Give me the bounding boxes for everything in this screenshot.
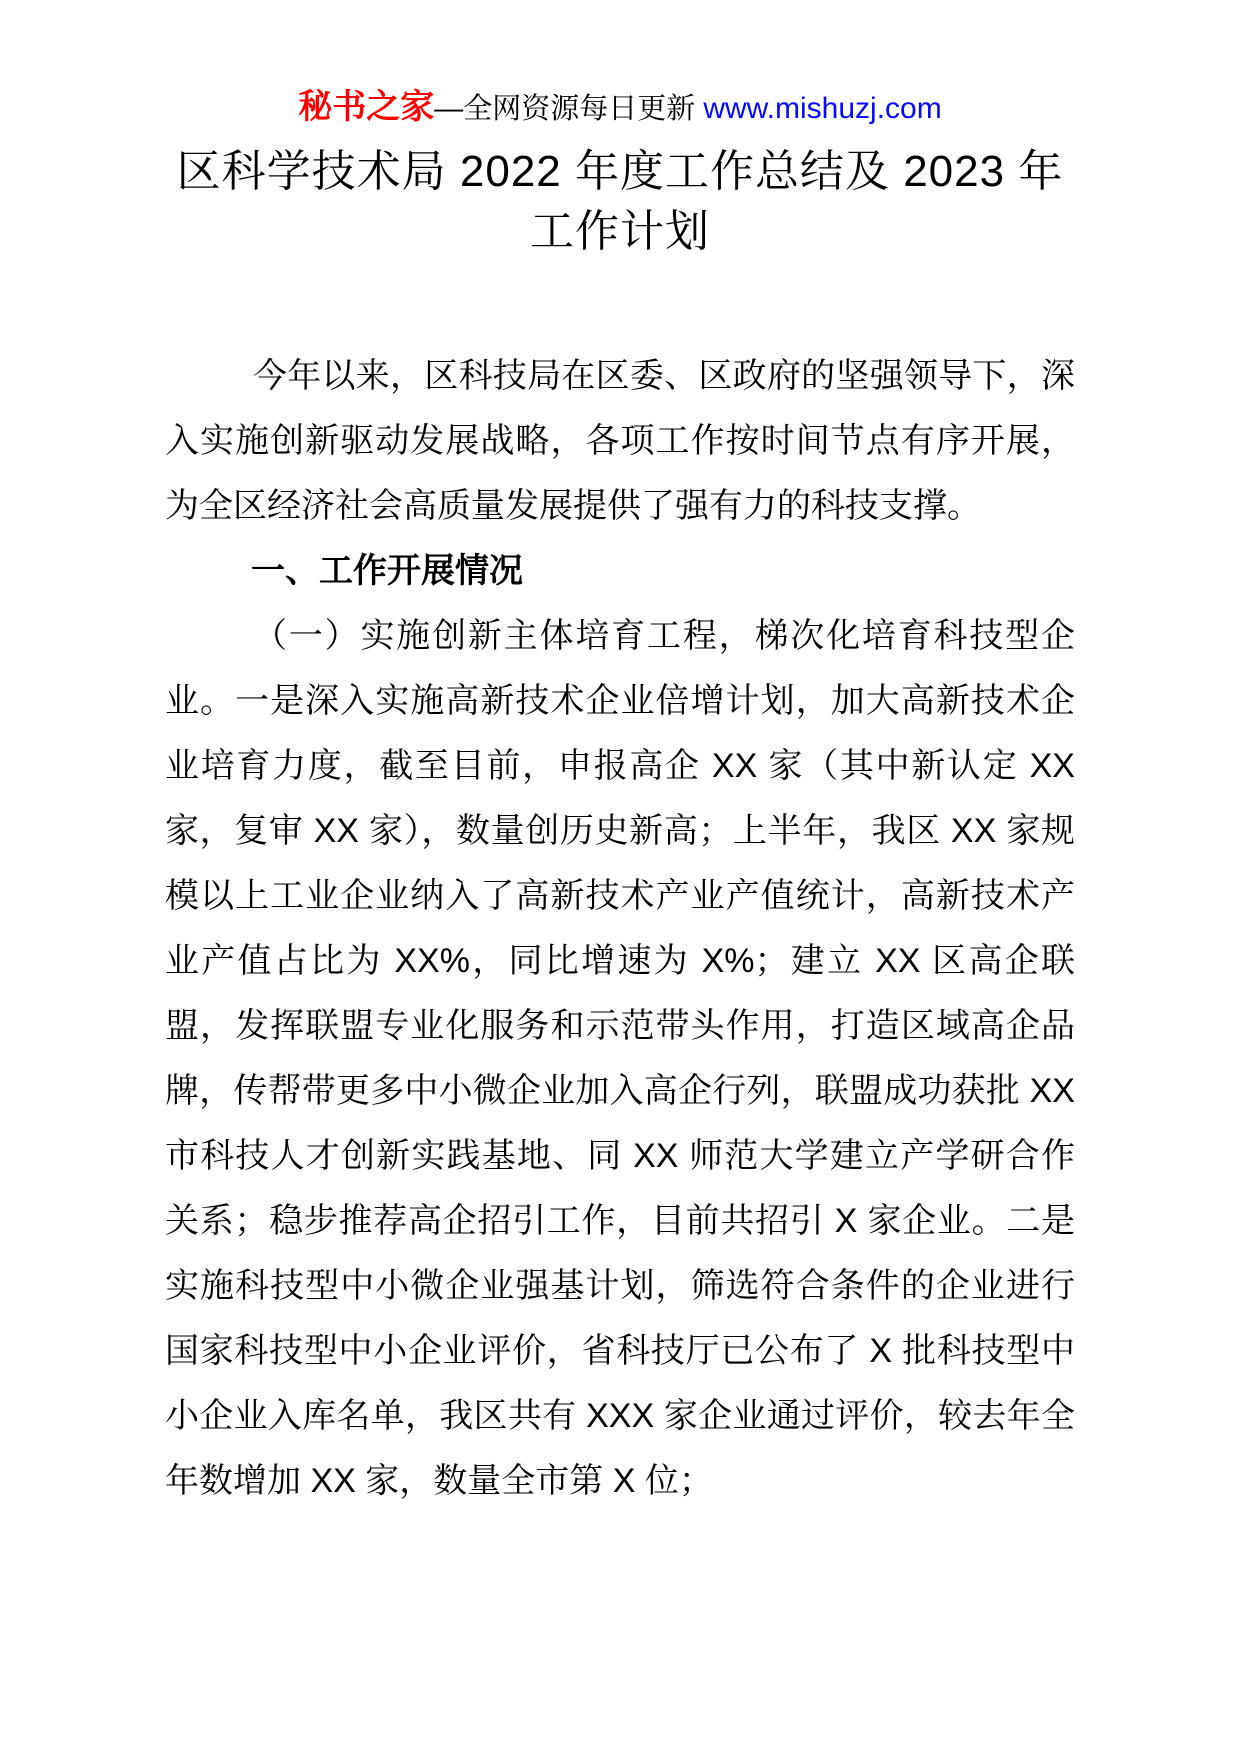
document-body	[165, 344, 1075, 1514]
section-1-paragraph-1: （一）实施创新主体培育工程，梯次化培育科技型企业。一是深入实施高新技术企业倍增计划，加大高新技术企业培育力度，截至目前，申报高企 XX 家（其中新认定 XX 家，复审 XX 家），数量创历史新高；上半年，我区 XX 家规模以上工业企业纳入了高新技术产业产值统计，高新技术产业产值占比为 XX%，同比增速为 X%；建立 XX 区高企联盟，发挥联盟专业化服务和示范带头作用，打造区域高企品牌，传帮带更多中小微企业加入高企行列，联盟成功获批 XX 市科技人才创新实践基地、同 XX 师范大学建立产学研合作关系；稳步推荐高企招引工作，目前共招引 X 家企业。二是实施科技型中小微企业强基计划，筛选符合条件的企业进行国家科技型中小企业评价，省科技厅已公布了 X 批科技型中小企业入库名单，我区共有 XXX 家企业通过评价，较去年全年数增加 XX 家，数量全市第 X 位；	[165, 617, 1075, 1500]
site-url-link[interactable]: www.mishuzj.com	[703, 92, 942, 125]
intro-paragraph: 今年以来，区科技局在区委、区政府的坚强领导下，深入实施创新驱动发展战略，各项工作按时间节点有序开展，为全区经济社会高质量发展提供了强有力的科技支撑。	[165, 357, 1075, 525]
site-tagline: —全网资源每日更新	[434, 93, 704, 125]
site-header	[0, 0, 1240, 132]
site-brand: 秘书之家	[298, 88, 435, 126]
section-1-heading: 一、工作开展情况	[251, 552, 523, 590]
document-title: 区科学技术局 2022 年度工作总结及 2023 年工作计划	[176, 147, 1064, 256]
